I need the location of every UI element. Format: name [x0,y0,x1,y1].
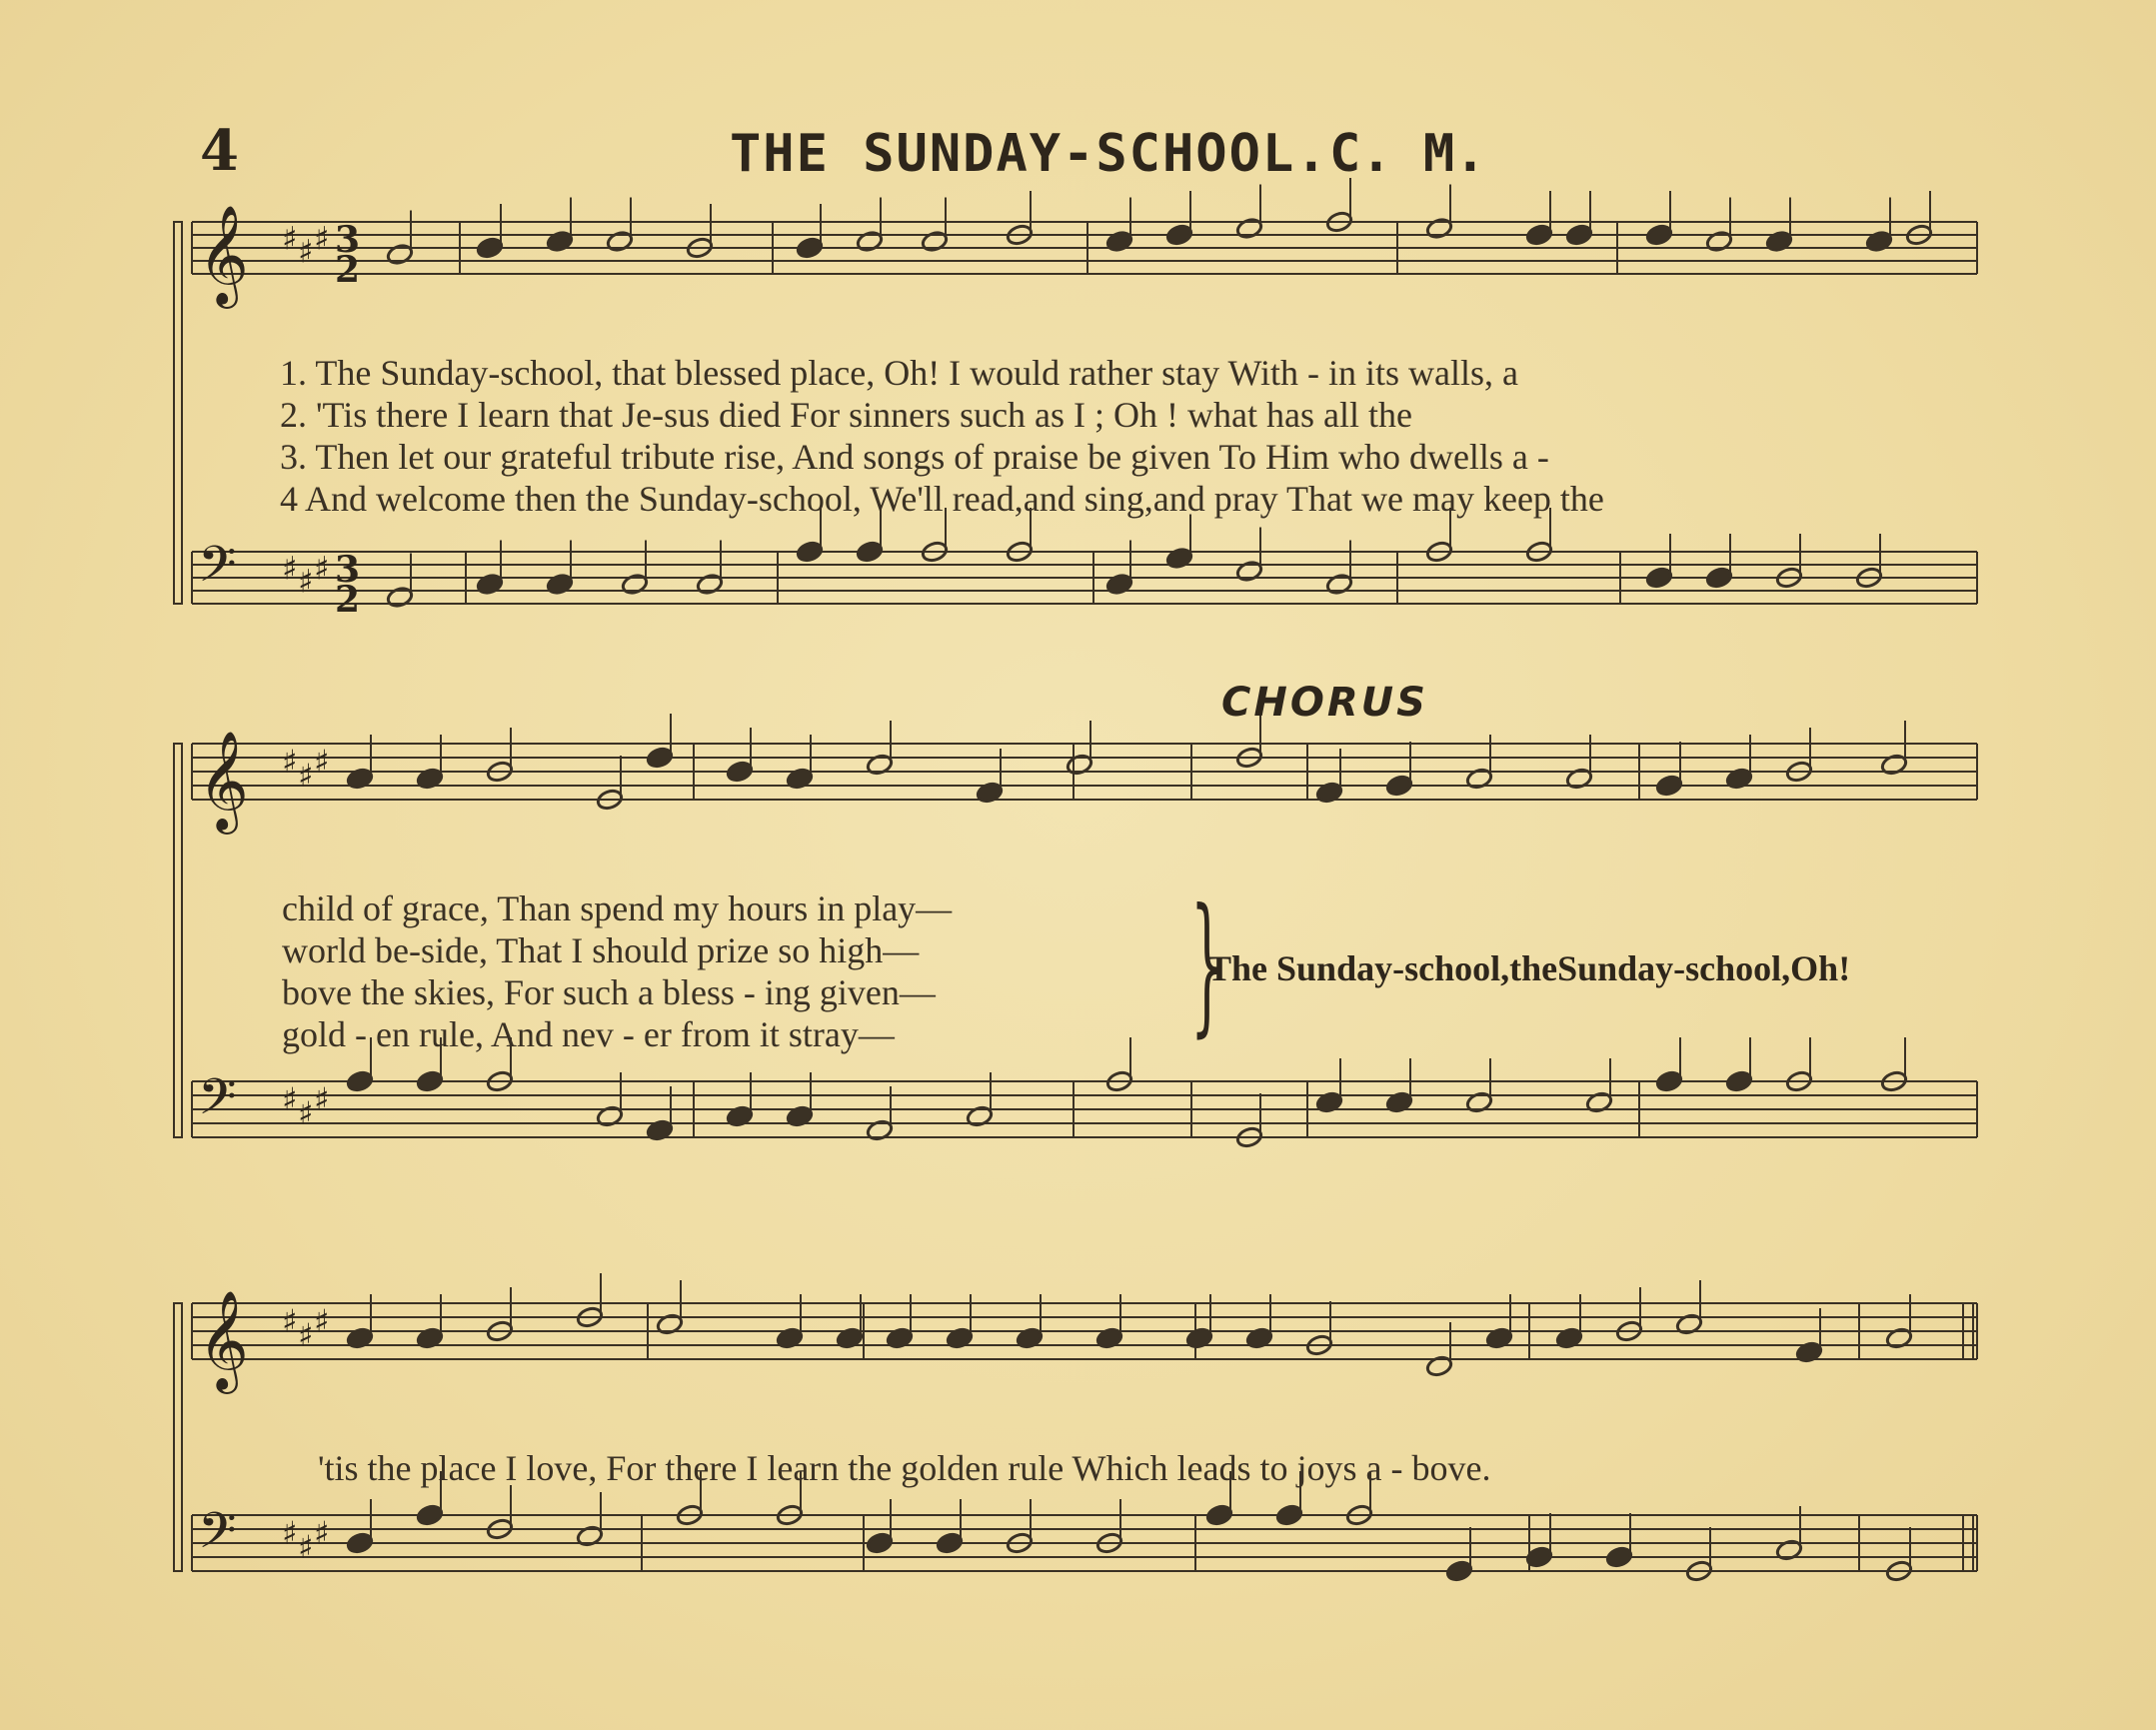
notehead [1565,767,1593,790]
notehead [796,540,824,563]
sharp-icon: ♯ [298,757,314,795]
sharp-icon: ♯ [314,1302,330,1340]
notehead [1880,753,1908,776]
notehead [1795,1340,1823,1363]
notehead [1066,753,1093,776]
notehead [646,1118,674,1141]
verse-2-line-2: world be-side, That I should prize so high— [282,930,920,970]
notehead [726,760,754,783]
sharp-icon: ♯ [282,219,298,258]
notehead [796,236,824,259]
treble-clef-icon: 𝄞 [198,1290,249,1390]
time-signature-bottom: 2 [335,579,361,621]
notehead [1525,223,1553,246]
notehead [596,1104,624,1127]
notehead [1185,1326,1213,1349]
sharp-icon: ♯ [298,1528,314,1566]
notehead [1315,1090,1343,1113]
sharp-icon: ♯ [282,1514,298,1552]
notehead [856,230,884,253]
sharp-icon: ♯ [314,549,330,588]
notehead [476,236,504,259]
notehead [1165,223,1193,246]
notehead [1645,566,1673,589]
notehead [921,230,949,253]
sharp-icon: ♯ [282,1302,298,1340]
notehead [386,243,414,266]
notehead [1425,1354,1453,1377]
notehead [1655,1069,1683,1092]
notehead [976,781,1004,804]
notehead [416,1503,444,1526]
notehead [1465,1090,1493,1113]
treble-clef-icon: 𝄞 [198,205,249,305]
sharp-icon: ♯ [298,1316,314,1354]
sharp-icon: ♯ [282,549,298,588]
notehead [1445,1559,1473,1582]
verse-4-line-1: 4 And welcome then the Sunday-school, We'll read,and sing,and pray That we may keep the [280,479,1604,519]
notehead [1775,1538,1803,1561]
sharp-icon: ♯ [314,743,330,781]
notehead [1325,573,1353,596]
notehead [386,586,414,609]
time-signature-bottom: 2 [335,249,361,291]
treble-clef-icon: 𝄞 [198,731,249,831]
notehead [546,573,574,596]
notehead [1095,1326,1123,1349]
sharp-icon: ♯ [314,1514,330,1552]
notehead [1705,566,1733,589]
notehead [1675,1312,1703,1335]
notehead [866,1118,894,1141]
sharp-icon: ♯ [314,1080,330,1118]
verse-3-line-2: bove the skies, For such a bless - ing given— [282,972,936,1012]
notehead [1585,1090,1613,1113]
notehead [1016,1326,1044,1349]
verse-3-line-1: 3. Then let our grateful tribute rise, And songs of praise be given To Him who dwells a - [280,437,1549,477]
notehead [1605,1545,1633,1568]
time-signature-top: 3 [335,549,361,591]
notehead [936,1531,964,1554]
system-bracket [174,744,182,1137]
bass-clef-icon: 𝄢 [198,536,237,606]
notehead [1705,230,1733,253]
notehead [1725,1069,1753,1092]
notehead [1565,223,1593,246]
notehead [606,230,634,253]
sharp-icon: ♯ [298,232,314,271]
system-bracket [174,222,182,604]
sharp-icon: ♯ [282,743,298,781]
verse-1-line-2: child of grace, Than spend my hours in play— [282,888,953,928]
notehead [1385,1090,1413,1113]
sharp-icon: ♯ [298,562,314,601]
notehead [546,230,574,253]
bass-clef-icon: 𝄢 [198,1068,237,1138]
notehead [1105,573,1133,596]
notehead [576,1524,604,1547]
sharp-icon: ♯ [298,1094,314,1132]
notehead [346,1531,374,1554]
notehead [786,767,814,790]
verse-2-line-1: 2. 'Tis there I learn that Je-sus died For sinners such as I ; Oh ! what has all the [280,395,1412,435]
chorus-lyric: The Sunday-school,theSunday-school,Oh! [1207,948,1851,988]
verse-brace: } [1190,877,1224,1051]
notehead [646,746,674,769]
verse-1-line-1: 1. The Sunday-school, that blessed place, Oh! I would rather stay With - in its walls, a [280,353,1518,393]
hymn-meter: C. M. [1329,124,1486,184]
notehead [1465,767,1493,790]
notehead [726,1104,754,1127]
notehead [966,1104,994,1127]
notehead [886,1326,914,1349]
notehead [1385,774,1413,797]
notehead [621,573,649,596]
notehead [1555,1326,1583,1349]
notehead [1245,1326,1273,1349]
notehead [856,540,884,563]
notehead [1725,767,1753,790]
notehead [696,573,724,596]
notehead [836,1326,864,1349]
notehead [476,573,504,596]
verse-4-line-2: gold - en rule, And nev - er from it stray— [282,1014,895,1054]
notehead [866,1531,894,1554]
notehead [1105,230,1133,253]
chorus-lyric-final: 'tis the place I love, For there I learn the golden rule Which leads to joys a - bove. [318,1448,1491,1488]
bass-clef-icon: 𝄢 [198,1502,237,1572]
page-number: 4 [200,118,239,184]
notehead [776,1326,804,1349]
notehead [416,767,444,790]
notehead [1655,774,1683,797]
notehead [1765,230,1793,253]
notehead [866,753,894,776]
notehead [346,1326,374,1349]
notehead [1425,217,1453,240]
hymn-title: THE SUNDAY-SCHOOL. [730,124,1329,184]
notehead [1485,1326,1513,1349]
chorus-label: CHORUS [1221,680,1428,726]
notehead [416,1326,444,1349]
notehead [1165,547,1193,570]
notehead [1645,223,1673,246]
notehead [946,1326,974,1349]
notehead [1235,217,1263,240]
notehead [1865,230,1893,253]
notehead [786,1104,814,1127]
notehead [346,1069,374,1092]
time-signature-top: 3 [335,219,361,261]
notehead [656,1312,684,1335]
notehead [346,767,374,790]
notehead [1235,560,1263,583]
sharp-icon: ♯ [314,219,330,258]
notehead [1885,1326,1913,1349]
notehead [1205,1503,1233,1526]
notehead [1275,1503,1303,1526]
notehead [416,1069,444,1092]
sharp-icon: ♯ [282,1080,298,1118]
notehead [1315,781,1343,804]
system-bracket [174,1303,182,1571]
